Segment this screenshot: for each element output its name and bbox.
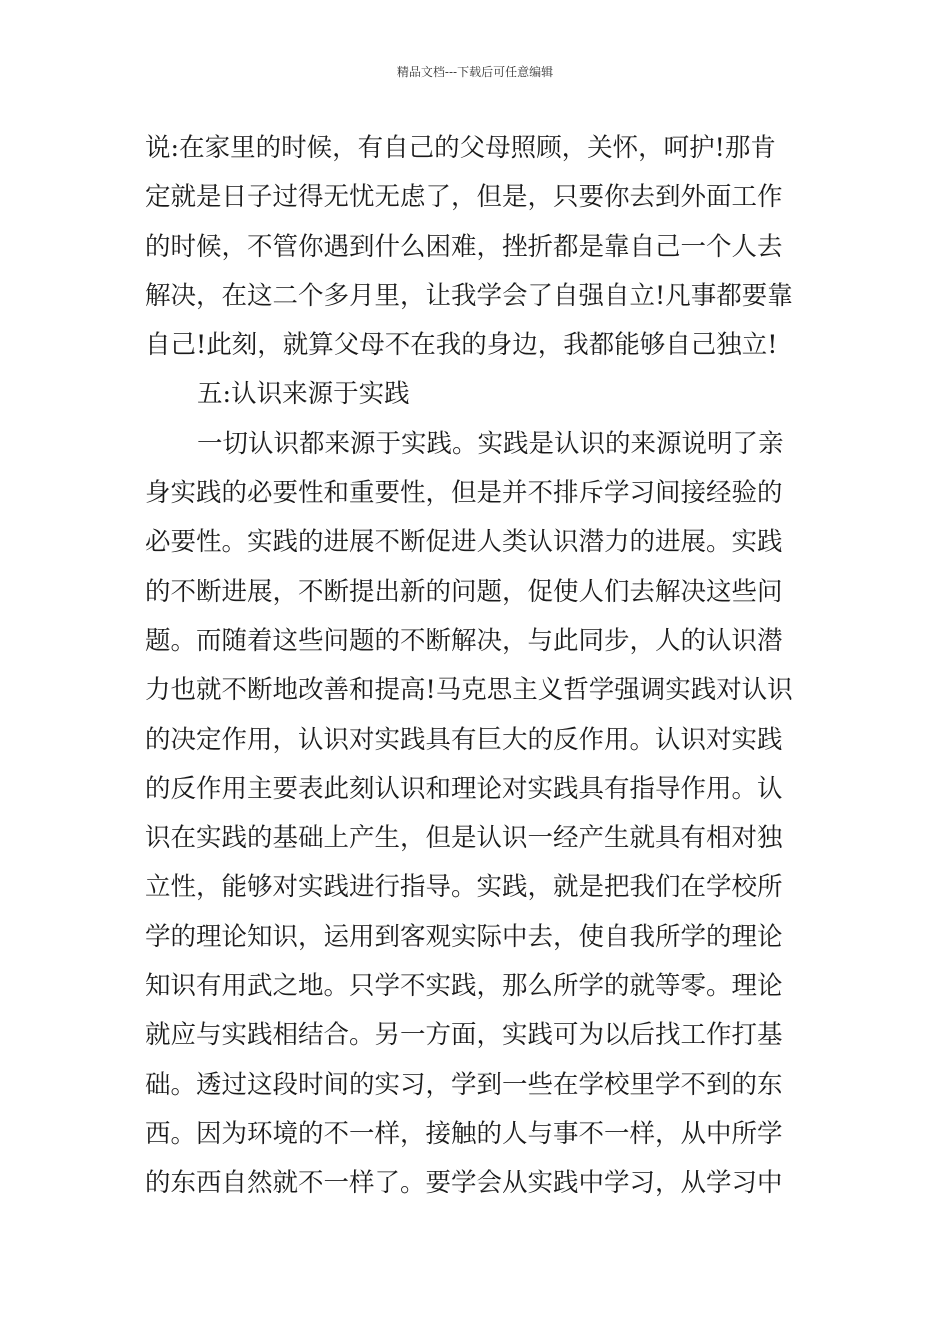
text-line: 的东西自然就不一样了。要学会从实践中学习，从学习中 [145, 1168, 783, 1199]
text-line: 识在实践的基础上产生，但是认识一经产生就具有相对独 [145, 823, 783, 854]
text-line: 的时候，不管你遇到什么困难，挫折都是靠自己一个人去 [145, 231, 783, 262]
text-line: 的决定作用，认识对实践具有巨大的反作用。认识对实践 [145, 724, 783, 755]
page-header: 精品文档---下载后可任意编辑 [396, 65, 554, 79]
text-line: 知识有用武之地。只学不实践，那么所学的就等零。理论 [145, 971, 783, 1002]
text-line: 定就是日子过得无忧无虑了，但是，只要你去到外面工作 [145, 182, 783, 213]
text-line: 西。因为环境的不一样，接触的人与事不一样，从中所学 [145, 1118, 783, 1149]
text-line: 自己!此刻，就算父母不在我的身边，我都能够自己独立! [145, 330, 778, 361]
section-heading: 五:认识来源于实践 [197, 379, 410, 410]
text-line: 力也就不断地改善和提高!马克思主义哲学强调实践对认识 [145, 675, 793, 706]
text-line: 必要性。实践的进展不断促进人类认识潜力的进展。实践 [145, 527, 783, 558]
text-line: 题。而随着这些问题的不断解决，与此同步，人的认识潜 [145, 625, 783, 656]
text-line: 就应与实践相结合。另一方面，实践可为以后找工作打基 [145, 1020, 783, 1051]
document-body [145, 124, 810, 1209]
text-line: 立性，能够对实践进行指导。实践，就是把我们在学校所 [145, 872, 783, 903]
text-line: 解决，在这二个多月里，让我学会了自强自立!凡事都要靠 [145, 280, 793, 311]
text-line: 学的理论知识，运用到客观实际中去，使自我所学的理论 [145, 921, 783, 952]
text-line: 础。透过这段时间的实习，学到一些在学校里学不到的东 [145, 1069, 783, 1100]
text-line: 的反作用主要表此刻认识和理论对实践具有指导作用。认 [145, 773, 783, 804]
text-line: 说:在家里的时候，有自己的父母照顾，关怀，呵护!那肯 [145, 133, 776, 163]
text-line: 身实践的必要性和重要性，但是并不排斥学习间接经验的 [145, 478, 783, 509]
text-line: 的不断进展，不断提出新的问题，促使人们去解决这些问 [145, 576, 783, 607]
paragraph-first-line: 一切认识都来源于实践。实践是认识的来源说明了亲 [197, 428, 784, 459]
